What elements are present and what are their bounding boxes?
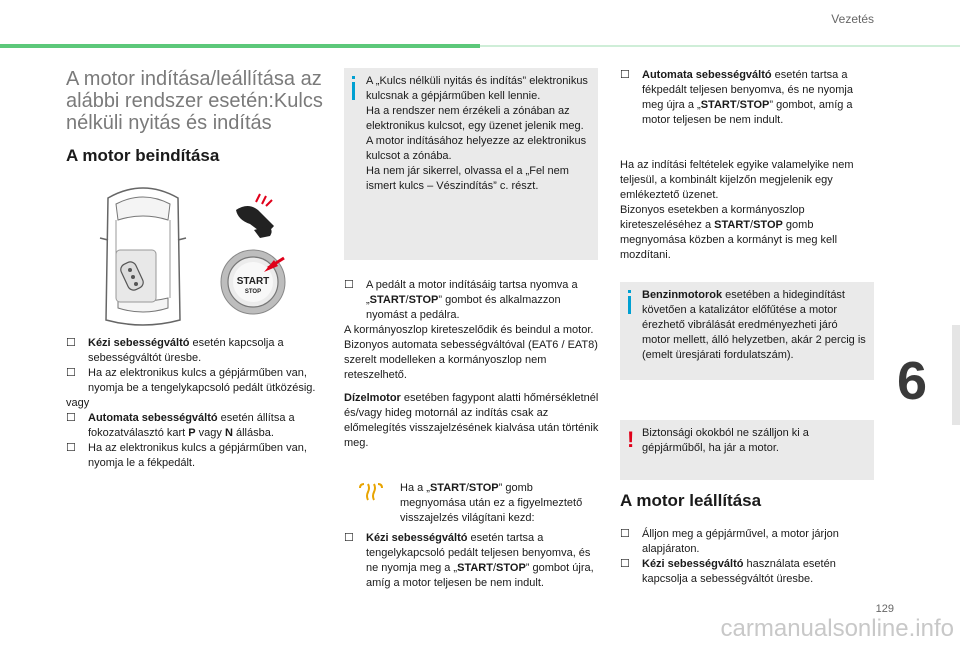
item-text: esetén tartsa a fékpedált teljesen benyomva, és ne nyomja meg újra a „ [642,69,853,111]
start-heading: A motor beindítása [66,146,220,165]
start-button-text: START [236,276,270,287]
bold-term: Automata sebességváltó [642,69,772,81]
item-text: ” gomb megnyomása után ez a figyelmeztető visszajelzés világítani kezd: [400,482,583,524]
stop-text [620,527,876,587]
bullet-icon: ☐ [344,279,354,291]
list-item [66,411,328,441]
button-name: START [714,219,751,231]
bold-term: Benzinmotorok [642,289,723,301]
warning-text: Biztonsági okokból ne szálljon ki a gépjárműből, ha jár a motor. [642,427,809,454]
bold-term: Kézi sebességváltó [642,558,744,570]
keyless-start-illustration [88,180,298,330]
hand-press-icon [236,194,274,238]
info-box-text [366,74,592,194]
item-text: esetében fagypont alatti hőmérsékletnél és/vagy hideg motornál az indítás csak az előmelegítés visszajelzésének kialvása után történik meg. [344,392,599,449]
button-name: STOP [739,99,770,111]
item-text: / [465,482,469,494]
button-name: STOP [468,482,499,494]
button-name: STOP [408,294,439,306]
header-bar-light [480,45,960,47]
button-name: STOP [753,219,783,231]
gear-p: P [188,427,196,439]
bullet-icon: ☐ [66,442,76,454]
list-item [344,278,600,323]
item-text: / [405,294,409,306]
list-item [66,441,328,471]
page-number: 129 [875,603,894,615]
button-name: START [429,482,466,494]
paragraph: Bizonyos automata sebességváltóval (EAT6 / EAT8) szerelt modelleken a kormányoszlop nem reteszelhető. [344,339,598,381]
item-text: esetén állítsa a fokozatválasztó kart [88,412,295,439]
item-text: használata esetén kapcsolja a sebességváltót üresbe. [642,558,836,585]
button-name: START [457,562,493,574]
item-text: / [492,562,497,574]
info-paragraph: A motor indításához helyezze az elektronikus kulcsot a zónába. [366,135,587,162]
paragraph: A kormányoszlop kireteszelődik és beindul a motor. [344,324,594,336]
item-text: / [750,219,754,231]
button-name: START [700,99,737,111]
bullet-icon: ☐ [66,412,76,424]
section-title: A motor indítása/leállítása az alábbi rendszer esetén:Kulcs nélküli nyitás és indítás [66,68,323,134]
warning-icon: ! [627,427,635,452]
item-text: esetén tartsa a tengelykapcsoló pedált teljesen benyomva, és ne nyomja meg a „ [366,532,591,574]
start-col3 [620,68,876,128]
vagy-text: vagy [66,397,90,409]
start-col2-b2 [344,531,600,591]
item-text: A pedált a motor indításáig tartsa nyomva a „ [366,279,578,306]
bold-term: Automata sebességváltó [88,412,218,424]
item-text: Ha az elektronikus kulcs a gépjárműben van, nyomja be a tengelykapcsoló pedált ütközésig. [88,367,316,394]
item-text: Álljon meg a gépjárművel, a motor járjon alapjáraton. [642,528,839,555]
bold-term: Kézi sebességváltó [88,337,190,349]
bullet-icon: ☐ [620,528,630,540]
item-text: vagy [195,427,225,439]
start-col3-notes [620,158,876,263]
bullet-icon: ☐ [66,337,76,349]
bold-term: Kézi sebességváltó [366,532,468,544]
item-text: Ha az elektronikus kulcs a gépjárműben van, nyomja le a fékpedált. [88,442,307,469]
button-name: STOP [496,562,526,574]
warning-box [620,420,874,480]
info-box-text [642,288,868,363]
item-text: gomb megnyomása közben a kormányt is meg kell mozdítani. [620,219,838,261]
glow-plug-text [400,481,598,526]
info-box-petrol [620,282,874,380]
button-name: START [369,294,406,306]
list-item [344,531,600,591]
item-text: Ha a „ [400,482,430,494]
electronic-key-zone-icon [116,250,156,302]
start-col1 [66,336,328,471]
start-col2 [344,278,600,451]
info-icon [352,76,355,79]
list-item [620,557,876,587]
chapter-tab-side [952,325,960,425]
info-paragraph: Ha a rendszer nem érzékeli a zónában az elektronikus kulcsot, egy üzenet jelenik meg. [366,105,584,132]
bold-term: Dízelmotor [344,392,401,404]
item-text: állásba. [232,427,274,439]
info-paragraph: A „Kulcs nélküli nyitás és indítás” elektronikus kulcsnak a gépjárműben kell lennie. [366,75,588,102]
list-item [66,366,328,396]
bullet-icon: ☐ [66,367,76,379]
chapter-title: Vezetés [831,12,874,26]
bullet-icon: ☐ [620,69,630,81]
item-text: ” gombot újra, amíg a motor teljesen be nem indult. [366,562,594,589]
gear-n: N [224,427,233,439]
watermark: carmanualsonline.info [720,615,954,642]
paragraph [344,391,600,451]
item-text: ” gombot, amíg a motor teljesen be nem indult. [642,99,853,126]
stop-button-text: STOP [244,289,262,295]
info-bar [352,82,355,100]
header-bar-green [0,44,480,48]
item-text: ” gombot és alkalmazzon nyomást a pedálra. [366,294,561,321]
item-text: esetén kapcsolja a sebességváltót üresbe. [88,337,284,364]
bullet-icon: ☐ [344,532,354,544]
item-text: esetében a hidegindítást követően a katalizátor előfűtése a motor érezhető vibrálását eredményezheti járó motor mellett, álló helyzetben, akár 2 percig is (emelt üresjárati fordulatszám). [642,289,866,361]
info-paragraph: Ha nem jár sikerrel, olvassa el a „Fel nem ismert kulcs – Vészindítás” c. részt. [366,165,569,192]
chapter-number: 6 [897,351,928,411]
glow-plug-warning-icon [356,482,386,502]
info-bar [628,296,631,314]
start-stop-button-icon [221,250,285,314]
item-text: Bizonyos esetekben a kormányoszlop kireteszeléséhez a [620,204,805,231]
info-icon [628,290,631,293]
paragraph [620,203,876,263]
paragraph: Ha az indítási feltételek egyike valamelyike nem teljesül, a kombinált kijelzőn megjelenik egy emlékeztető üzenet. [620,159,854,201]
list-item [620,527,876,557]
info-box-keyless [344,68,598,260]
bullet-icon: ☐ [620,558,630,570]
stop-heading: A motor leállítása [620,491,762,510]
list-item [620,68,876,128]
list-item [66,336,328,366]
item-text: / [736,99,740,111]
